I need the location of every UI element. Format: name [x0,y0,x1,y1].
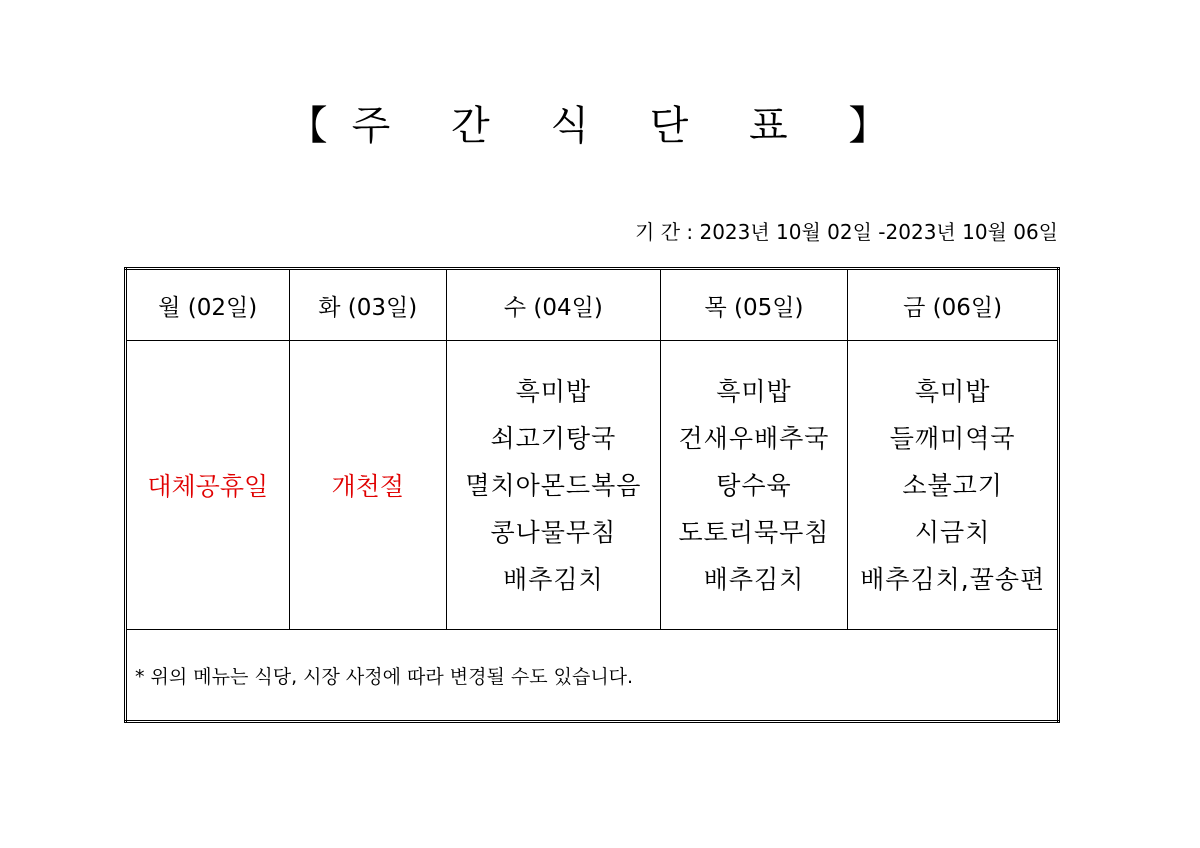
page-title: 【주 간 식 단 표 】 [287,103,913,149]
day-header-tue: 화 (03일) [289,269,447,341]
menu-item: 도토리묵무침 [678,517,830,547]
menu-change-note: * 위의 메뉴는 식당, 시장 사정에 따라 변경될 수도 있습니다. [126,630,1059,722]
period-range: 기 간 : 2023년 10월 02일 -2023년 10월 06일 [635,220,1058,244]
day-header-mon: 월 (02일) [126,269,290,341]
menu-item: 흑미밥 [914,376,991,406]
menu-item: 배추김치 [703,564,805,594]
menu-item: 소불고기 [902,470,1003,500]
header-row [126,269,1059,341]
menu-item: 쇠고기탕국 [490,423,617,453]
menu-item: 들깨미역국 [889,423,1016,453]
menu-item: 멸치아몬드복음 [465,470,642,500]
menu-item: 콩나물무침 [490,517,617,547]
menu-cell-thu [660,341,848,630]
holiday-label: 개천절 [331,472,404,501]
menu-row [126,341,1059,630]
menu-cell-wed [447,341,661,630]
day-header-fri: 금 (06일) [848,269,1059,341]
menu-cell-tue [289,341,447,630]
menu-item: 탕수육 [716,470,792,500]
note-row [126,630,1059,722]
menu-item: 배추김치,꿀송편 [860,564,1046,594]
menu-cell-mon [126,341,290,630]
holiday-label: 대체공휴일 [147,472,269,501]
day-header-wed: 수 (04일) [447,269,661,341]
menu-item: 흑미밥 [716,376,792,406]
menu-item: 건새우배추국 [678,423,830,453]
weekly-menu-table [124,267,1060,723]
day-header-thu: 목 (05일) [660,269,848,341]
menu-item: 배추김치 [503,564,604,594]
menu-item: 흑미밥 [515,376,592,406]
menu-cell-fri [848,341,1059,630]
menu-item: 시금치 [914,517,991,547]
